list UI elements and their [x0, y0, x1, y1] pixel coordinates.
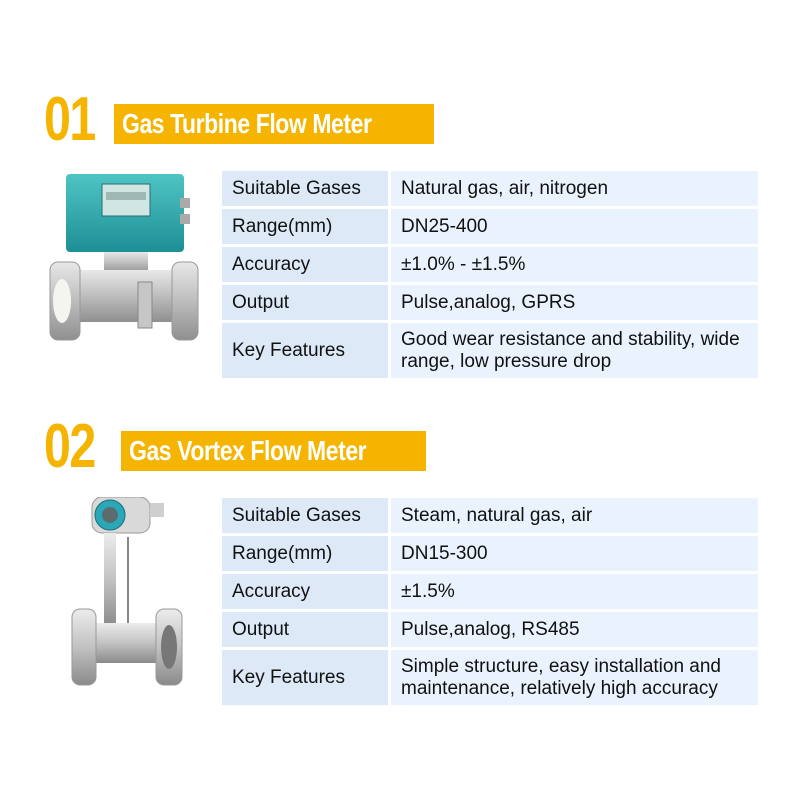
spec-table	[222, 168, 758, 381]
table-row	[222, 247, 758, 282]
table-row	[222, 323, 758, 378]
spec-label: Output	[222, 285, 391, 320]
spec-value: ±1.0% - ±1.5%	[391, 247, 758, 282]
turbine-flow-meter-icon	[44, 170, 204, 370]
spec-value: DN15-300	[391, 536, 758, 571]
spec-table	[222, 495, 758, 708]
spec-value: Steam, natural gas, air	[391, 498, 758, 533]
spec-value: Pulse,analog, GPRS	[391, 285, 758, 320]
spec-value: Good wear resistance and stability, wide range, low pressure drop	[391, 323, 758, 378]
table-row	[222, 498, 758, 533]
table-row	[222, 209, 758, 244]
section-title: Gas Turbine Flow Meter	[122, 108, 372, 139]
spec-label: Suitable Gases	[222, 171, 391, 206]
table-row	[222, 285, 758, 320]
table-row	[222, 650, 758, 705]
spec-label: Range(mm)	[222, 209, 391, 244]
spec-value: Pulse,analog, RS485	[391, 612, 758, 647]
section-title: Gas Vortex Flow Meter	[129, 435, 367, 466]
spec-value: ±1.5%	[391, 574, 758, 609]
spec-label: Accuracy	[222, 574, 391, 609]
table-row	[222, 574, 758, 609]
table-row	[222, 171, 758, 206]
section-title-banner	[121, 431, 426, 471]
spec-value: Simple structure, easy installation and maintenance, relatively high accuracy	[391, 650, 758, 705]
section-number: 01	[44, 85, 95, 154]
spec-label: Output	[222, 612, 391, 647]
table-row	[222, 536, 758, 571]
section-title-banner	[114, 104, 434, 144]
spec-value: Natural gas, air, nitrogen	[391, 171, 758, 206]
spec-value: DN25-400	[391, 209, 758, 244]
spec-label: Key Features	[222, 650, 391, 705]
table-row	[222, 612, 758, 647]
vortex-flow-meter-icon	[44, 497, 204, 697]
spec-label: Suitable Gases	[222, 498, 391, 533]
spec-label: Range(mm)	[222, 536, 391, 571]
section-number: 02	[44, 412, 95, 481]
spec-label: Accuracy	[222, 247, 391, 282]
spec-label: Key Features	[222, 323, 391, 378]
